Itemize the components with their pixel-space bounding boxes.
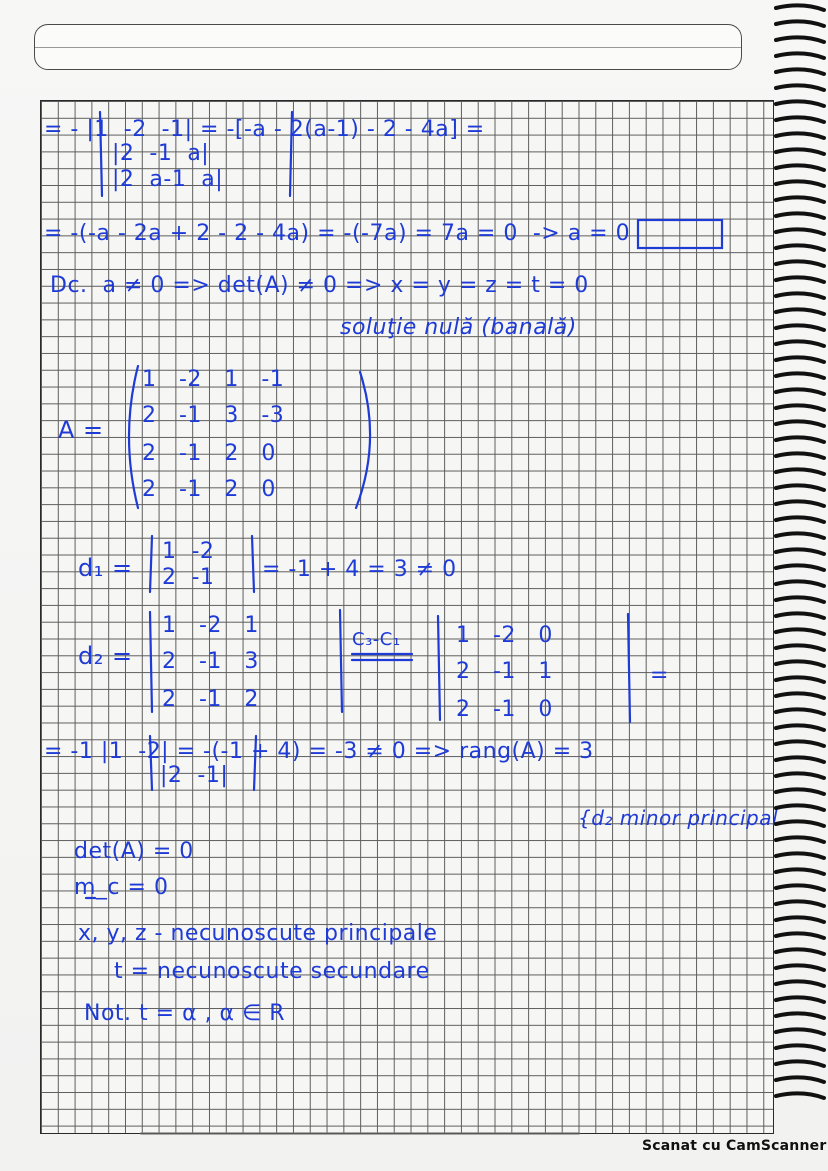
line-9: x, y, z - necunoscute principale <box>78 921 438 946</box>
line-4: soluţie nulă (banală) <box>340 315 577 340</box>
det-bar-left-1 <box>100 112 102 196</box>
det-bar-right-d2b <box>628 614 630 722</box>
line-3: Dc. a ≠ 0 => det(A) ≠ 0 => x = y = z = t = 0 <box>50 273 589 298</box>
line-2: = -(-a - 2a + 2 - 2 - 4a) = -(-7a) = 7a = 0 -> a = 0 <box>44 221 631 246</box>
matrix-a-label: A = <box>58 416 104 444</box>
page-edge-shadow <box>140 1132 580 1135</box>
line-11: Not. t = α , α ∈ R <box>84 1001 285 1026</box>
line-1b: |2 -1 a| <box>112 141 210 166</box>
d1-row-2: 2 -1 <box>162 565 215 590</box>
d2b-row-1: 1 -2 0 <box>456 623 553 648</box>
matrix-a-bracket-left <box>129 366 138 508</box>
line-5: = -1 |1 -2| = -(-1 + 4) = -3 ≠ 0 => rang(A) = 3 <box>44 739 594 764</box>
d2b-row-2: 2 -1 1 <box>456 659 553 684</box>
operation-underline <box>352 654 412 660</box>
matrix-a-bracket-right <box>356 372 370 508</box>
d1-result: = -1 + 4 = 3 ≠ 0 <box>262 557 457 582</box>
matrix-a-row-4: 2 -1 2 0 <box>142 477 276 502</box>
det-bar-right-l5 <box>254 736 256 790</box>
matrix-a-row-3: 2 -1 2 0 <box>142 441 276 466</box>
matrix-a-row-1: 1 -2 1 -1 <box>142 367 285 392</box>
det-bar-left-l5 <box>150 736 152 790</box>
line-6: {d₂ minor principal <box>578 806 779 830</box>
d2-equals: = <box>650 663 669 688</box>
d2-row-1: 1 -2 1 <box>162 613 259 638</box>
det-bar-left-d1 <box>150 536 152 592</box>
det-bar-right-1 <box>290 112 292 196</box>
answer-box <box>638 220 722 248</box>
d1-label: d₁ = <box>78 554 133 582</box>
line-5b: |2 -1| <box>160 763 229 788</box>
d2-row-2: 2 -1 3 <box>162 649 259 674</box>
det-bar-right-d1 <box>252 536 254 592</box>
d2-row-3: 2 -1 2 <box>162 687 259 712</box>
line-8: m_c = 0 <box>74 875 169 900</box>
spiral-binding <box>772 0 828 1120</box>
d2-label: d₂ = <box>78 642 133 670</box>
line-1c: |2 a-1 a| <box>112 167 224 192</box>
det-bar-right-d2 <box>340 610 342 712</box>
d2b-row-3: 2 -1 0 <box>456 697 553 722</box>
line-1: = - |1 -2 -1| = -[-a - 2(a-1) - 2 - 4a] = <box>44 117 485 142</box>
det-bar-left-d2 <box>150 612 152 712</box>
column-operation: C₃-C₁ <box>352 629 401 650</box>
line-7: det(A) = 0 <box>74 839 194 864</box>
scanner-watermark: Scanat cu CamScanner <box>642 1138 827 1154</box>
line-10: t = necunoscute secundare <box>114 959 430 984</box>
matrix-a-row-2: 2 -1 3 -3 <box>142 403 285 428</box>
d1-row-1: 1 -2 <box>162 539 215 564</box>
det-bar-left-d2b <box>438 616 440 720</box>
